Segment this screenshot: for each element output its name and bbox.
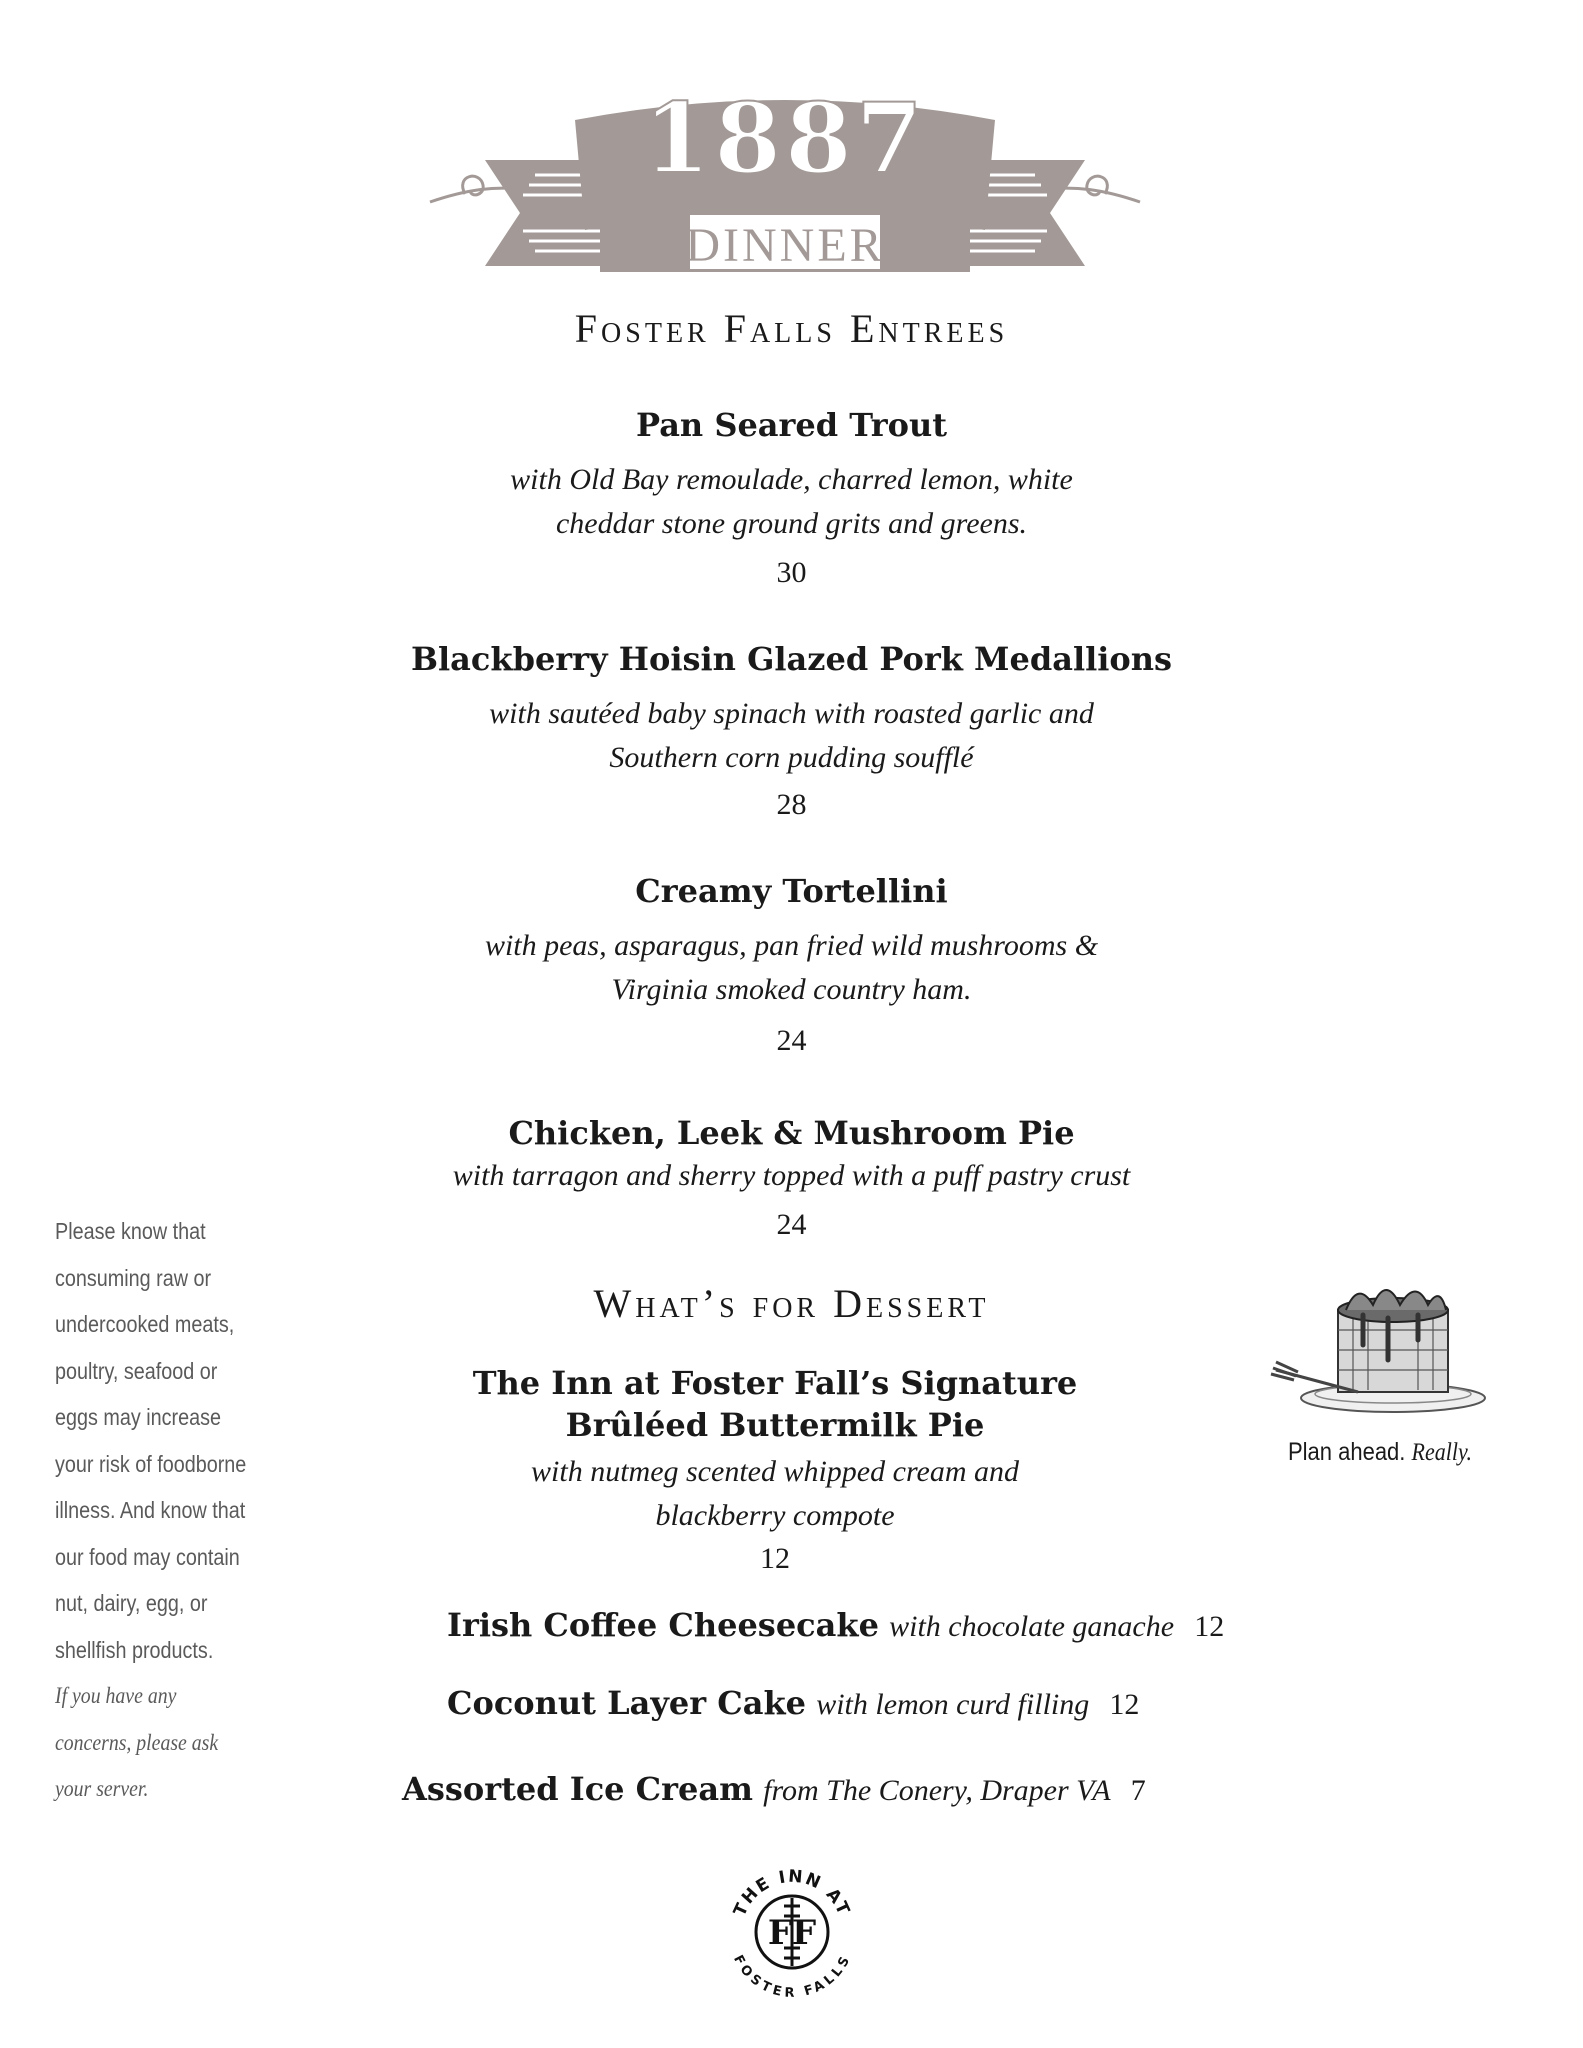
- signature-dessert-price: 12: [760, 1542, 790, 1575]
- dessert-item: [402, 1770, 1146, 1808]
- entree-desc: cheddar stone ground grits and greens.: [555, 507, 1028, 540]
- notice-line: eggs may increase: [55, 1404, 222, 1430]
- food-safety-notice: [55, 1208, 270, 1813]
- plan-italic: Really.: [1411, 1439, 1473, 1466]
- signature-dessert-name: Brûléed Buttermilk Pie: [565, 1406, 985, 1444]
- notice-line: poultry, seafood or: [55, 1357, 218, 1384]
- cake-illustration: [1268, 1270, 1490, 1420]
- dessert-name: Coconut Layer Cake: [447, 1684, 807, 1722]
- dessert-desc: with chocolate ganache: [889, 1610, 1175, 1643]
- signature-dessert-desc: blackberry compote: [655, 1499, 895, 1532]
- entree-desc: with tarragon and sherry topped with a puff pastry crust: [452, 1159, 1131, 1192]
- entree-name: Chicken, Leek & Mushroom Pie: [508, 1114, 1075, 1152]
- entree-price: 24: [776, 1208, 807, 1241]
- entree-desc: with peas, asparagus, pan fried wild mushrooms &: [484, 929, 1099, 962]
- signature-dessert-name: The Inn at Foster Fall’s Signature: [472, 1364, 1078, 1402]
- dessert-price: 12: [1194, 1610, 1225, 1643]
- notice-line: consuming raw or: [55, 1264, 212, 1291]
- entree-price: 24: [776, 1024, 807, 1057]
- dessert-desc: from The Conery, Draper VA: [763, 1774, 1111, 1807]
- entree-price: 28: [776, 788, 807, 821]
- entree-desc: with sautéed baby spinach with roasted garlic and: [489, 697, 1094, 730]
- notice-line: our food may contain: [55, 1543, 240, 1570]
- logo-bottom-text: FOSTER FALLS: [730, 1952, 854, 1998]
- inn-at-foster-falls-logo: [724, 1862, 860, 1998]
- dessert-name: Assorted Ice Cream: [402, 1770, 753, 1808]
- dessert-desc: with lemon curd filling: [816, 1688, 1090, 1721]
- entree-name: Pan Seared Trout: [635, 406, 947, 444]
- notice-line: concerns, please ask: [55, 1729, 219, 1755]
- dessert-item: [447, 1684, 1139, 1722]
- entree-name: Creamy Tortellini: [635, 872, 948, 910]
- entrees-heading: Foster Falls Entrees: [574, 306, 1009, 351]
- dessert-price: 12: [1109, 1688, 1140, 1721]
- notice-line: If you have any: [55, 1683, 177, 1708]
- logo-top-text: THE INN AT: [730, 1866, 854, 1920]
- signature-dessert-desc: with nutmeg scented whipped cream and: [531, 1455, 1019, 1488]
- banner-subtitle: DINNER: [685, 219, 885, 272]
- plan-ahead-caption: [1270, 1438, 1490, 1467]
- notice-line: your risk of foodborne: [55, 1450, 247, 1477]
- banner-1887-dinner: [425, 90, 1145, 280]
- notice-line: shellfish products.: [55, 1636, 214, 1663]
- banner-year: 1887: [643, 90, 927, 195]
- entree-price: 30: [776, 556, 807, 589]
- entree-desc: with Old Bay remoulade, charred lemon, white: [510, 463, 1073, 496]
- dessert-name: Irish Coffee Cheesecake: [447, 1606, 879, 1644]
- notice-line: your server.: [55, 1776, 149, 1801]
- dessert-item: [447, 1606, 1224, 1644]
- dessert-price: 7: [1130, 1774, 1146, 1807]
- entree-desc: Virginia smoked country ham.: [611, 973, 972, 1006]
- dessert-heading: What’s for Dessert: [593, 1281, 990, 1326]
- notice-line: illness. And know that: [55, 1497, 246, 1523]
- notice-line: Please know that: [55, 1218, 206, 1244]
- logo-monogram: FF: [767, 1913, 817, 1953]
- plan-text: Plan ahead.: [1287, 1438, 1406, 1466]
- notice-line: nut, dairy, egg, or: [55, 1590, 208, 1616]
- entree-desc: Southern corn pudding soufflé: [609, 741, 974, 774]
- entree-name: Blackberry Hoisin Glazed Pork Medallions: [410, 640, 1173, 678]
- notice-line: undercooked meats,: [55, 1311, 235, 1337]
